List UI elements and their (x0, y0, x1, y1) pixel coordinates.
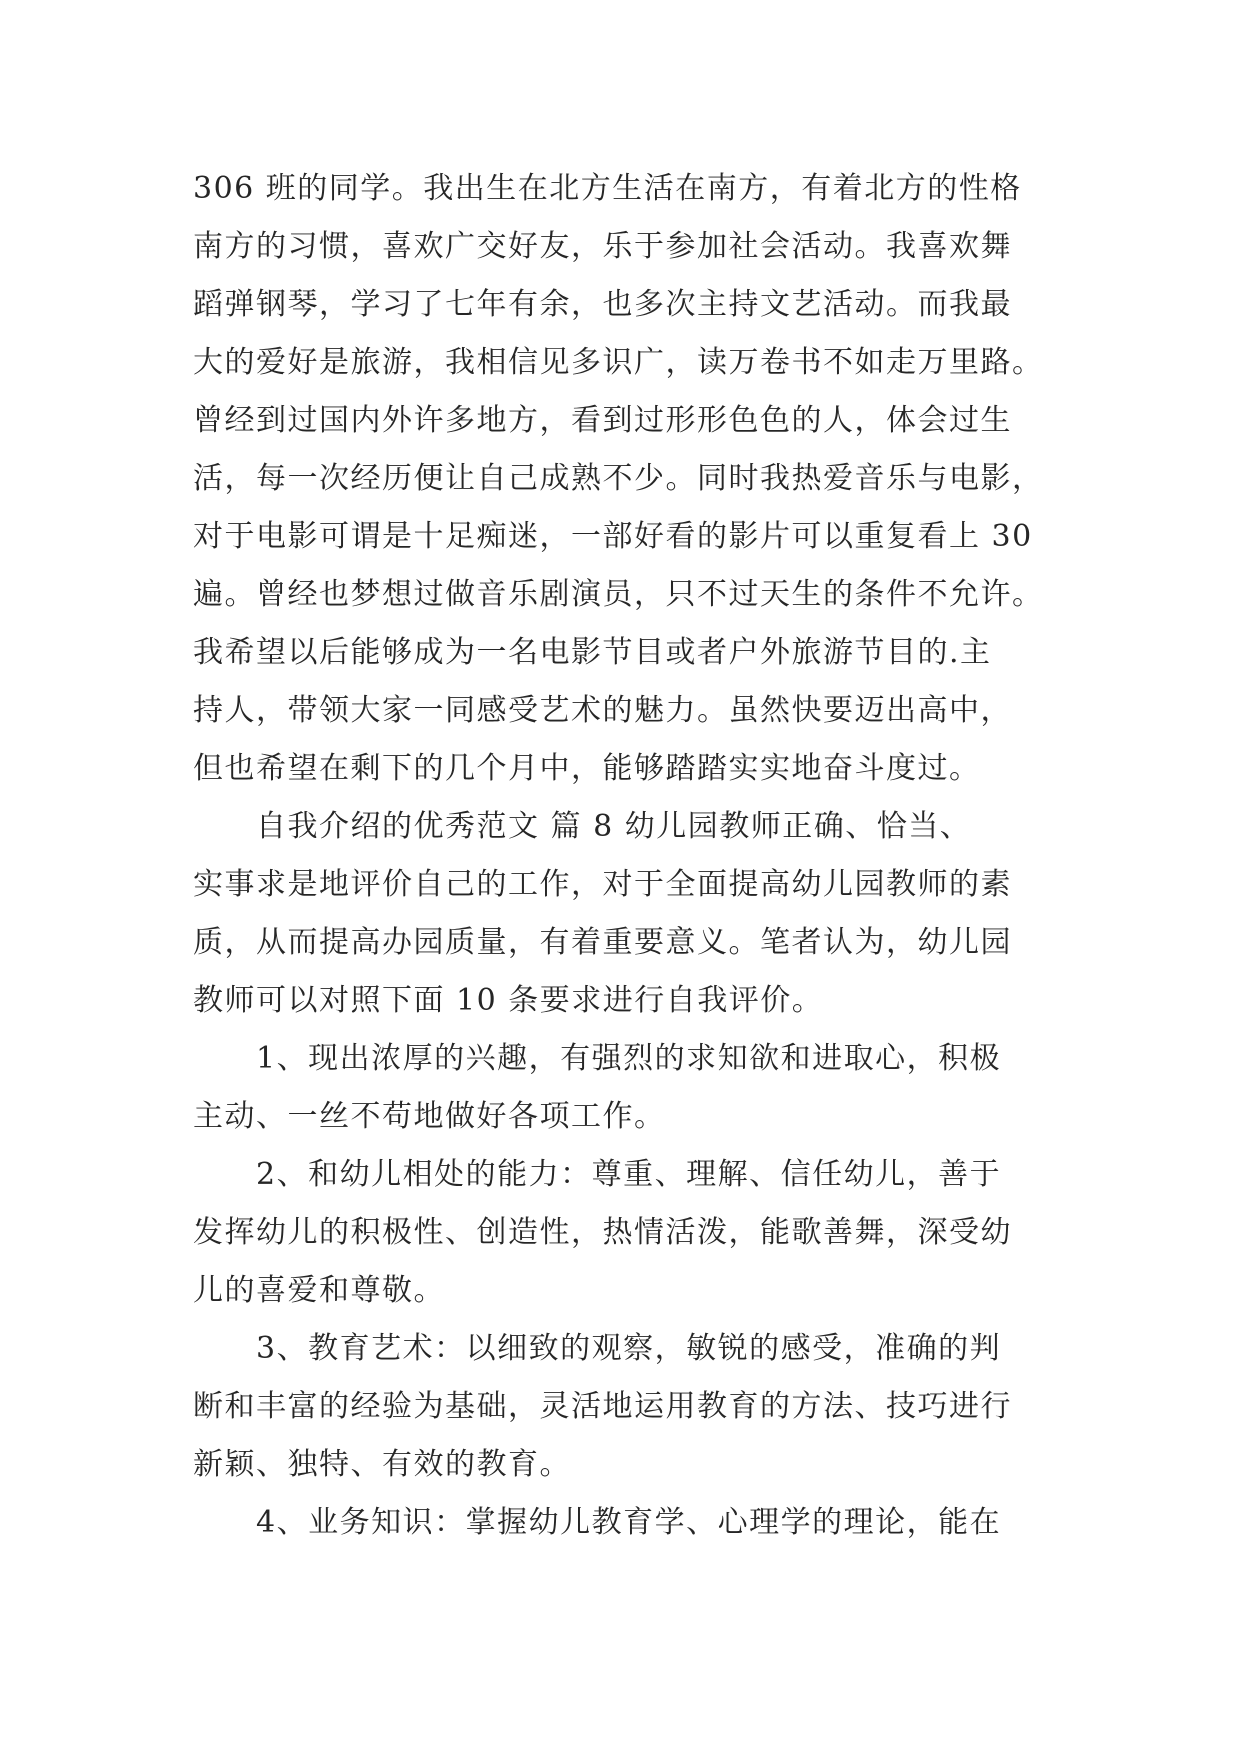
list-item-1-line: 1、现出浓厚的兴趣，有强烈的求知欲和进取心，积极 (256, 1041, 1002, 1076)
text-line: 曾经到过国内外许多地方，看到过形形色色的人，体会过生 (193, 403, 1012, 438)
text-line: 实事求是地评价自己的工作，对于全面提高幼儿园教师的素 (193, 867, 1012, 902)
text-line: 主动、一丝不苟地做好各项工作。 (193, 1099, 666, 1134)
list-item-3-line: 3、教育艺术：以细致的观察，敏锐的感受，准确的判 (256, 1331, 1002, 1366)
text-line: 断和丰富的经验为基础，灵活地运用教育的方法、技巧进行 (193, 1389, 1012, 1424)
text-line: 我希望以后能够成为一名电影节目或者户外旅游节目的.主 (193, 635, 992, 670)
text-line: 大的爱好是旅游，我相信见多识广，读万卷书不如走万里路。 (193, 345, 1044, 380)
text-line: 活，每一次经历便让自己成熟不少。同时我热爱音乐与电影， (193, 461, 1044, 496)
text-line: 蹈弹钢琴，学习了七年有余，也多次主持文艺活动。而我最 (193, 287, 1012, 322)
text-line: 306 班的同学。我出生在北方生活在南方，有着北方的性格 (193, 171, 1022, 206)
list-item-2-line: 2、和幼儿相处的能力：尊重、理解、信任幼儿，善于 (256, 1157, 1002, 1192)
text-line: 教师可以对照下面 10 条要求进行自我评价。 (193, 983, 824, 1018)
text-line: 新颖、独特、有效的教育。 (193, 1447, 571, 1482)
text-line: 对于电影可谓是十足痴迷，一部好看的影片可以重复看上 30 (193, 519, 1033, 554)
document-body (193, 160, 1063, 1552)
text-line: 质，从而提高办园质量，有着重要意义。笔者认为，幼儿园 (193, 925, 1012, 960)
text-line: 儿的喜爱和尊敬。 (193, 1273, 445, 1308)
section-heading-line: 自我介绍的优秀范文 篇 8 幼儿园教师正确、恰当、 (256, 809, 972, 844)
text-line: 遍。曾经也梦想过做音乐剧演员，只不过天生的条件不允许。 (193, 577, 1044, 612)
list-item-4-line: 4、业务知识：掌握幼儿教育学、心理学的理论，能在 (256, 1505, 1002, 1540)
text-line: 南方的习惯，喜欢广交好友，乐于参加社会活动。我喜欢舞 (193, 229, 1012, 264)
text-line: 持人，带领大家一同感受艺术的魅力。虽然快要迈出高中， (193, 693, 1012, 728)
text-line: 发挥幼儿的积极性、创造性，热情活泼，能歌善舞，深受幼 (193, 1215, 1012, 1250)
text-line: 但也希望在剩下的几个月中，能够踏踏实实地奋斗度过。 (193, 751, 981, 786)
